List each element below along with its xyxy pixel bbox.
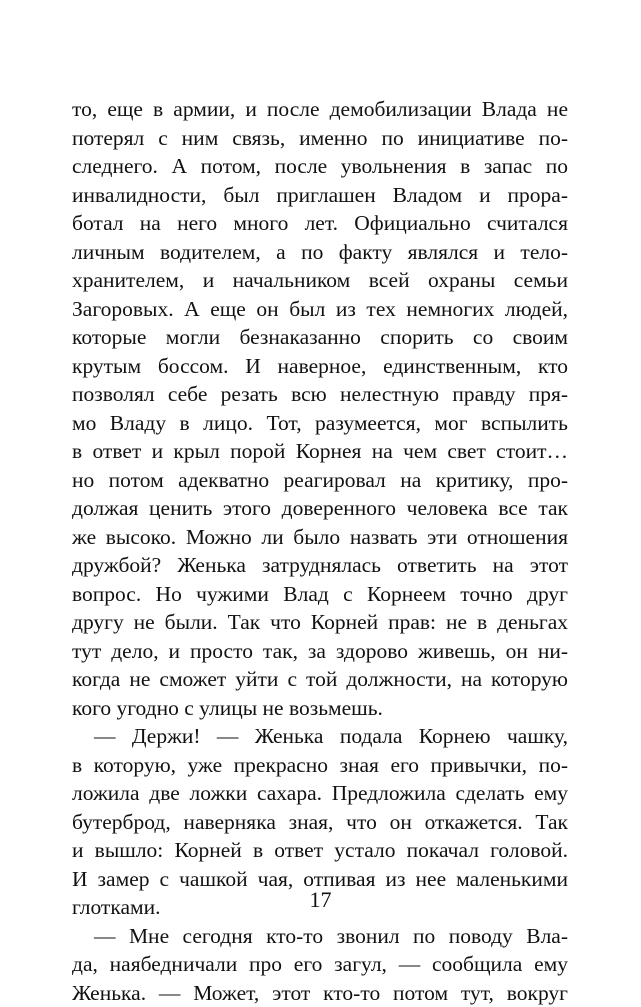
text-line: глотками. — [72, 893, 568, 922]
text-line: же высоко. Можно ли было назвать эти отношения — [72, 523, 568, 552]
text-line: хранителем, и начальником всей охраны семьи — [72, 266, 568, 295]
text-line: инвалидности, был приглашен Владом и прора- — [72, 181, 568, 210]
text-line: другу не были. Так что Корней прав: не в деньгах — [72, 608, 568, 637]
text-line: в которую, уже прекрасно зная его привычки, по- — [72, 751, 568, 780]
text-line: Загоровых. А еще он был из тех немногих людей, — [72, 295, 568, 324]
text-line: кого угодно с улицы не возьмешь. — [72, 694, 568, 723]
text-line: ботал на него много лет. Официально считался — [72, 209, 568, 238]
text-line: позволял себе резать всю нелестную правду пря- — [72, 380, 568, 409]
text-line: когда не сможет уйти с той должности, на которую — [72, 665, 568, 694]
text-line: следнего. А потом, после увольнения в запас по — [72, 152, 568, 181]
text-line: в ответ и крыл порой Корнея на чем свет стоит… — [72, 437, 568, 466]
text-line: — Держи! — Женька подала Корнею чашку, — [72, 722, 568, 751]
text-line: и вышло: Корней в ответ устало покачал головой. — [72, 836, 568, 865]
text-line: то, еще в армии, и после демобилизации Влада не — [72, 95, 568, 124]
text-line: которые могли безнаказанно спорить со своим — [72, 323, 568, 352]
body-text — [72, 95, 568, 1007]
text-line: ложила две ложки сахара. Предложила сделать ему — [72, 779, 568, 808]
text-line: должая ценить этого доверенного человека все так — [72, 494, 568, 523]
text-line: И замер с чашкой чая, отпивая из нее маленькими — [72, 865, 568, 894]
text-line: тут дело, и просто так, за здорово живешь, он ни- — [72, 637, 568, 666]
text-line: вопрос. Но чужими Влад с Корнеем точно друг — [72, 580, 568, 609]
text-line: мо Владу в лицо. Тот, разумеется, мог вспылить — [72, 409, 568, 438]
text-line: да, наябедничали про его загул, — сообщила ему — [72, 950, 568, 979]
page-number: 17 — [0, 887, 641, 913]
text-line: Женька. — Может, этот кто-то потом тут, вокруг — [72, 979, 568, 1007]
text-line: личным водителем, а по факту являлся и тело- — [72, 238, 568, 267]
text-line: бутерброд, наверняка зная, что он откажется. Так — [72, 808, 568, 837]
text-line: крутым боссом. И наверное, единственным, кто — [72, 352, 568, 381]
text-line: потерял с ним связь, именно по инициативе по- — [72, 124, 568, 153]
text-line: но потом адекватно реагировал на критику, про- — [72, 466, 568, 495]
text-line: дружбой? Женька затруднялась ответить на этот — [72, 551, 568, 580]
text-line: — Мне сегодня кто-то звонил по поводу Вла- — [72, 922, 568, 951]
